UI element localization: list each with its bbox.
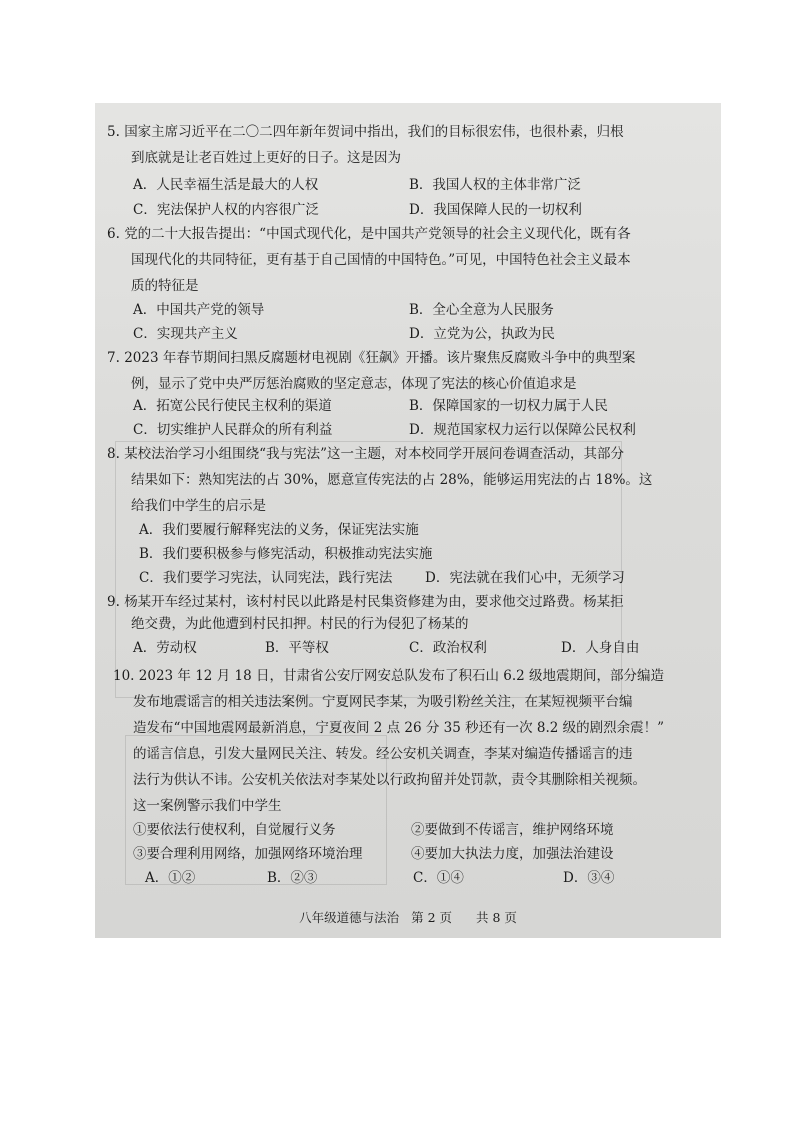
question-10-option-b: B．②③	[267, 870, 318, 886]
question-8-line-1: 8. 某校法治学习小组围绕“我与宪法”这一主题，对本校同学开展问卷调查活动，其部分	[107, 446, 624, 462]
question-7-option-a: A．拓宽公民行使民主权利的渠道	[133, 398, 332, 414]
question-9-option-c: C．政治权利	[409, 640, 487, 656]
question-10-line-3: 造发布“中国地震网最新消息，宁夏夜间 2 点 26 分 35 秒还有一次 8.2 级的剧烈余震！”	[133, 720, 665, 736]
question-6-option-d: D．立党为公，执政为民	[409, 326, 555, 342]
question-10-line-6: 这一案例警示我们中学生	[133, 798, 282, 814]
question-6-option-c: C．实现共产主义	[133, 326, 238, 342]
question-7-line-2: 例，显示了党中央严厉惩治腐败的坚定意志，体现了宪法的核心价值追求是	[131, 376, 577, 392]
question-9-option-a: A．劳动权	[133, 640, 197, 656]
question-5-option-c: C．宪法保护人权的内容很广泛	[133, 202, 319, 218]
question-6-line-3: 质的特征是	[131, 278, 199, 294]
page-footer	[95, 908, 721, 926]
footer-total: 共 8 页	[476, 910, 517, 925]
question-9-line-1: 9. 杨某开车经过某村，该村村民以此路是村民集资修建为由，要求他交过路费。杨某拒	[107, 594, 624, 610]
question-8-option-c: C．我们要学习宪法，认同宪法，践行宪法	[139, 570, 393, 586]
question-9-option-d: D．人身自由	[561, 640, 640, 656]
question-5-option-a: A．人民幸福生活是最大的人权	[133, 177, 319, 193]
question-7-option-b: B．保障国家的一切权力属于人民	[409, 398, 608, 414]
question-10-option-a: A．①②	[145, 870, 196, 886]
question-9-line-2: 绝交费，为此他遭到村民扣押。村民的行为侵犯了杨某的	[131, 616, 469, 632]
question-7-option-c: C．切实维护人民群众的所有利益	[133, 422, 333, 438]
question-7-option-d: D．规范国家权力运行以保障公民权利	[409, 422, 636, 438]
question-10-statement-3: ③要合理利用网络，加强网络环境治理	[133, 846, 363, 862]
footer-subject: 八年级道德与法治	[299, 910, 400, 925]
question-8-line-3: 给我们中学生的启示是	[131, 498, 266, 514]
question-10-line-4: 的谣言信息，引发大量网民关注、转发。经公安机关调查，李某对编造传播谣言的违	[133, 746, 633, 762]
question-10-option-c: C．①④	[413, 870, 464, 886]
question-10-statement-1: ①要依法行使权利，自觉履行义务	[133, 822, 336, 838]
question-5-line-1: 5. 国家主席习近平在二〇二四年新年贺词中指出，我们的目标很宏伟，也很朴素，归根	[107, 124, 624, 140]
question-10-line-5: 法行为供认不讳。公安机关依法对李某处以行政拘留并处罚款，责令其删除相关视频。	[133, 772, 646, 788]
footer-page: 第 2 页	[411, 910, 452, 925]
question-10-line-1: 10. 2023 年 12 月 18 日，甘肃省公安厅网安总队发布了积石山 6.2 级地震期间，部分编造	[113, 668, 665, 684]
question-5-option-d: D．我国保障人民的一切权利	[409, 202, 582, 218]
question-8-option-d: D．宪法就在我们心中，无须学习	[425, 570, 625, 586]
question-10-statement-2: ②要做到不传谣言，维护网络环境	[411, 822, 614, 838]
question-8-option-a: A．我们要履行解释宪法的义务，保证宪法实施	[139, 522, 419, 538]
question-9-option-b: B．平等权	[265, 640, 329, 656]
exam-sheet	[95, 103, 721, 938]
question-5-line-2: 到底就是让老百姓过上更好的日子。这是因为	[131, 150, 401, 166]
question-6-line-2: 国现代化的共同特征，更有基于自己国情的中国特色。”可见，中国特色社会主义最本	[131, 252, 631, 268]
question-10-line-2: 发布地震谣言的相关违法案例。宁夏网民李某，为吸引粉丝关注，在某短视频平台编	[133, 694, 633, 710]
question-5-option-b: B．我国人权的主体非常广泛	[409, 177, 581, 193]
question-10-statement-4: ④要加大执法力度，加强法治建设	[411, 846, 614, 862]
question-8-line-2: 结果如下：熟知宪法的占 30%，愿意宣传宪法的占 28%，能够运用宪法的占 18%。这	[131, 472, 653, 488]
question-6-option-a: A．中国共产党的领导	[133, 302, 265, 318]
question-6-line-1: 6. 党的二十大报告提出：“中国式现代化，是中国共产党领导的社会主义现代化，既有各	[107, 226, 631, 242]
question-10-option-d: D．③④	[563, 870, 615, 886]
question-8-option-b: B．我们要积极参与修宪活动，积极推动宪法实施	[139, 546, 433, 562]
question-6-option-b: B．全心全意为人民服务	[409, 302, 554, 318]
question-7-line-1: 7. 2023 年春节期间扫黑反腐题材电视剧《狂飙》开播。该片聚焦反腐败斗争中的典型案	[107, 350, 636, 366]
